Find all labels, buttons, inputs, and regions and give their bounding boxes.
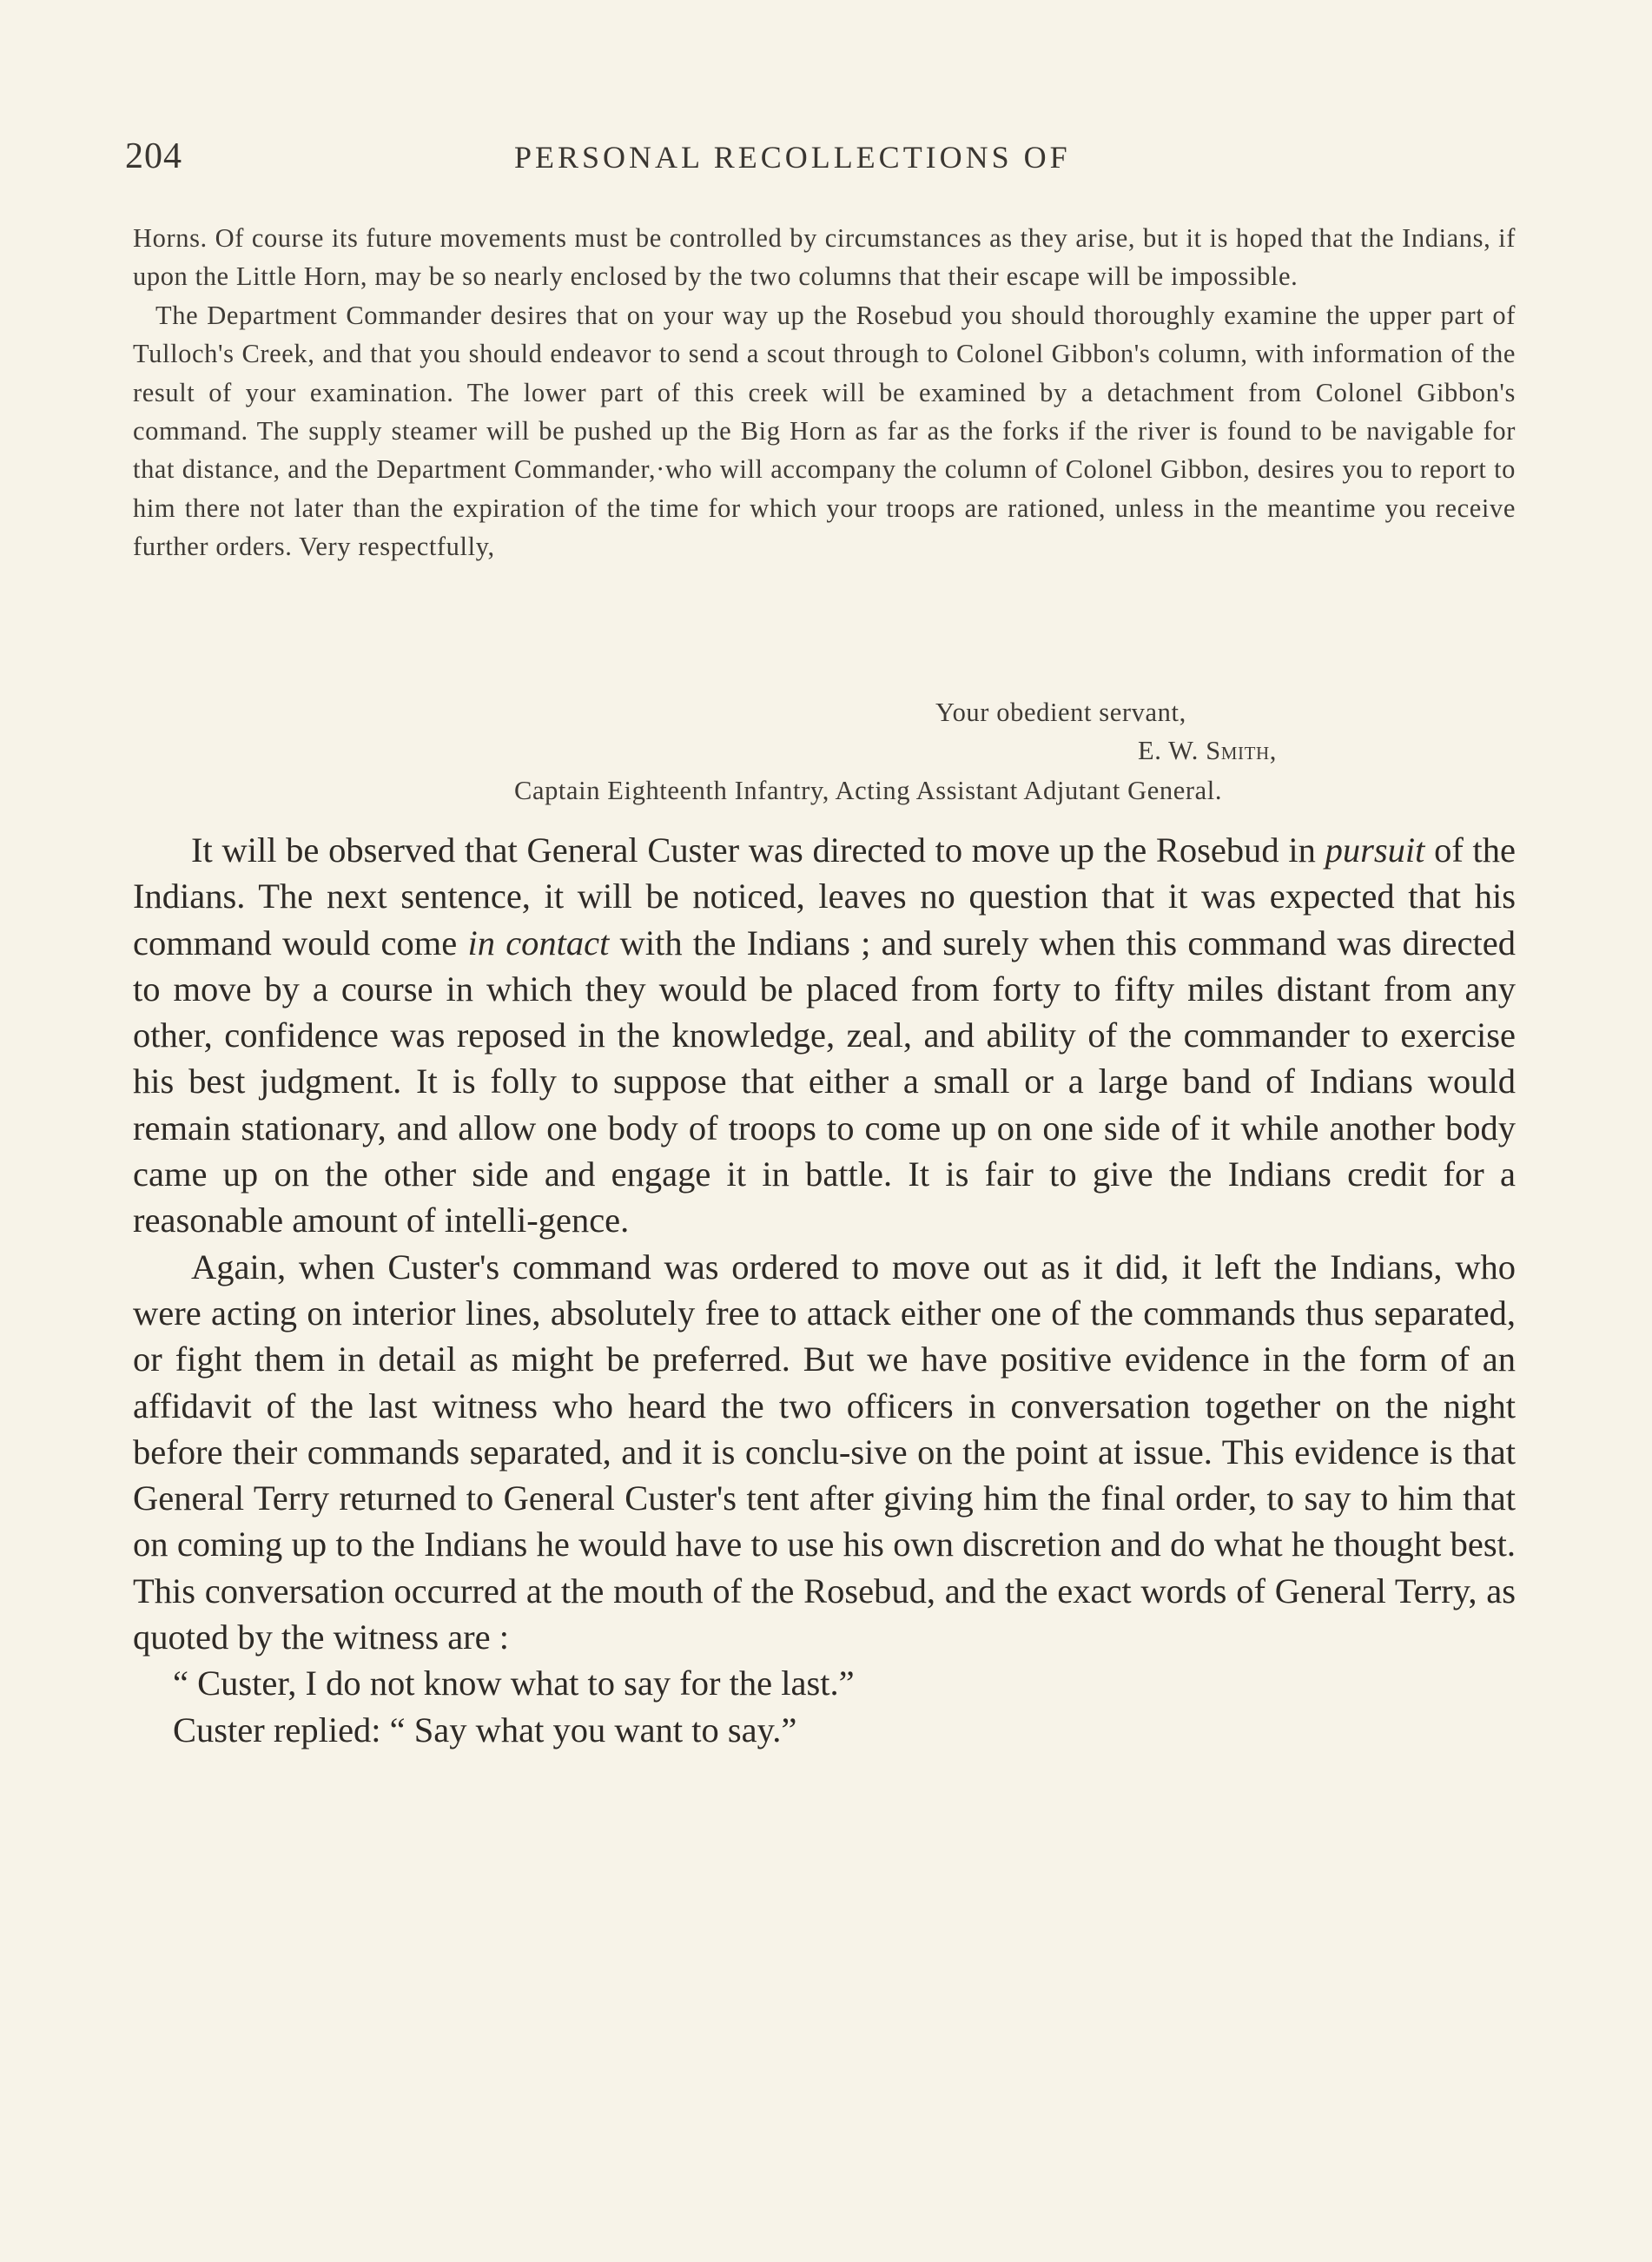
body-paragraph-2: Again, when Custer's command was ordered to move out as it did, it left the Indians, who were acting on interior lines, absolutely free to attack either one of the commands thus separated, or fight them in detail as might be preferred. But we have positive evidence in the form of an affidavit of the last witness who heard the two officers in conversation together on the night before their commands separated, and it is conclu-sive on the point at issue. This evidence is that General Terry returned to General Custer's tent after giving him the final order, to say to him that on coming up to the Indians he would have to use his own discretion and do what he thought best. This conversation occurred at the mouth of the Rosebud, and the exact words of General Terry, as quoted by the witness are : xyxy=(133,1247,1516,1657)
body-paragraph-1 xyxy=(133,827,1516,1244)
main-text xyxy=(133,827,1516,1753)
letter-closing: Your obedient servant, xyxy=(935,698,1186,727)
body-paragraph-1-part-c: with the Indians ; and surely when this command was directed to move by a course in which they would be placed from forty to fifty miles distant from any other, confidence was reposed in the knowledge, zeal, and ability of the commander to exercise his best judgment. It is folly to suppose that either a small or a large band of Indians would remain stationary, and allow one body of troops to come up on one side of it while another body came up on the other side and engage it in battle. It is fair to give the Indians credit for a reasonable amount of intelli-gence. xyxy=(133,923,1516,1240)
signature-title: Captain Eighteenth Infantry, Acting Assistant Adjutant General. xyxy=(514,776,1223,805)
emphasis-in-contact: in contact xyxy=(467,923,610,962)
signature-surname: Smith, xyxy=(1206,736,1278,765)
body-paragraph-1-part-b: of the Indians. The next sentence, it will be noticed, leaves no question that it was expected that his command would come xyxy=(133,830,1516,962)
quoted-letter xyxy=(133,219,1516,566)
running-title: PERSONAL RECOLLECTIONS OF xyxy=(514,140,1071,175)
letter-paragraph-1: Horns. Of course its future movements must be controlled by circumstances as they arise, but it is hoped that the Indians, if upon the Little Horn, may be so nearly enclosed by the two columns that their escape will be impossible. xyxy=(133,223,1516,292)
signature-initials: E. W. xyxy=(1138,736,1199,765)
body-paragraph-1-part-a: It will be observed that General Custer was directed to move up the Rosebud in xyxy=(191,830,1325,870)
letter-signature xyxy=(1138,731,1277,770)
letter-paragraph-2: The Department Commander desires that on your way up the Rosebud you should thoroughly examine the upper part of Tulloch's Creek, and that you should endeavor to send a scout through to Colonel Gibbon's column, with information of the result of your examination. The lower part of this creek will be examined by a detachment from Colonel Gibbon's command. The supply steamer will be pushed up the Big Horn as far as the forks if the river is found to be navigable for that distance, and the Department Commander,·who will accompany the column of Colonel Gibbon, desires you to report to him there not later than the expiration of the time for which your troops are rationed, unless in the meantime you receive further orders. Very respectfully, xyxy=(133,300,1516,562)
page-number: 204 xyxy=(125,136,182,176)
emphasis-pursuit: pursuit xyxy=(1325,830,1425,870)
quote-custer: Custer replied: “ Say what you want to say.” xyxy=(173,1710,797,1749)
running-head xyxy=(0,136,1652,188)
quote-terry: “ Custer, I do not know what to say for the last.” xyxy=(173,1663,855,1703)
